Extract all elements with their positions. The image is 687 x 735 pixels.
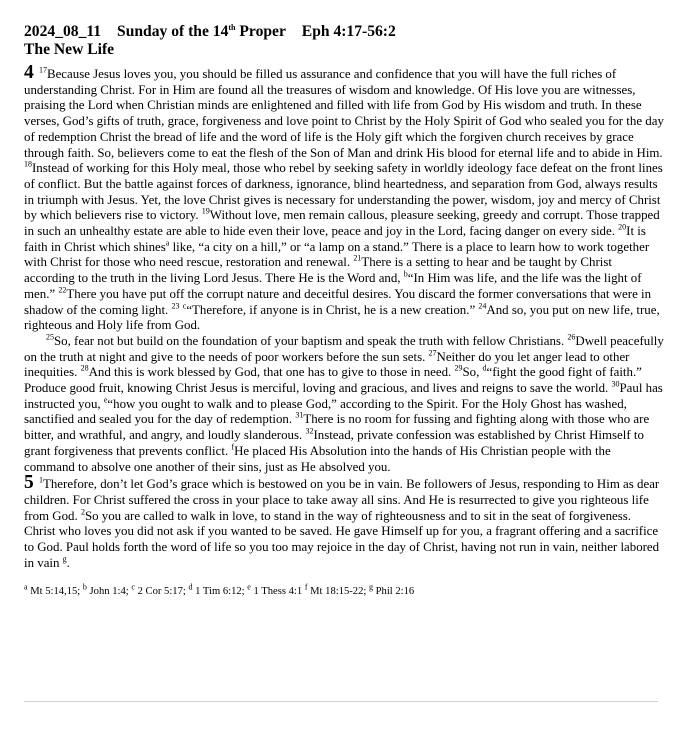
footnote-mark: d [188,581,193,591]
text-run: Because Jesus loves you, you should be filled us assurance and confidence that you will have the full riches of understanding Christ. For in Him are found all the treasures of wisdom and knowledge. Of His love you are witnesses, praising the Lord when Christian minds are enlightened and filled with life from God by His wisdom and truth. In these verses, God’s gifts of truth, grace, forgiveness and love point to Christ by the Holy Spirit of God who sealed you for the day of redemption Christ the bread of life and the word of life is the Holy gift which the forgiven church receives by grace through faith. So, believers come to eat the flesh of the Son of Man and drink His blood for eternal life and to abide in Him. [24,67,664,160]
document-page [24,23,664,597]
verse-number: 1 [38,475,43,485]
verse-number: 25 [46,332,54,342]
verse-number: 31 [295,411,304,421]
text-run: Neither do you let anger lead to other inequities. [24,349,630,380]
footnote-reference: 1 Thess 4:1 [250,585,303,597]
verse-number: 17 [38,65,47,75]
text-run: “how you ought to walk and to please God,” according to the Spirit. For the Holy Ghost has washed, sanctified and sealed you for the day of redemption. [24,396,627,427]
text-run: So, [462,365,483,380]
verse-number: 23 [171,301,180,311]
text-run: . [66,555,70,570]
scripture-reference: Eph 4:17-56:2 [301,23,396,40]
text-run: And this is work blessed by God, that one has to give to those in need. [88,365,455,380]
sermon-subtitle: The New Life [24,41,115,58]
footnote-mark: a [24,581,28,591]
text-run: Paul has instructed you, [24,381,663,411]
paragraph-text [24,477,659,570]
verse-number: 27 [428,348,437,358]
footnote-marker: a [165,238,170,248]
paragraph-text [24,334,664,474]
text-run: Instead of working for this Holy meal, those who rebel by seeking safety in worldly ideology face defeat on the front lines of conflict. But the battle against forces of darkness, ignorance, blind heartedness, and separation from God, always results in triumph with Jesus. Yet, the love Christ gives is necessary for understanding the power, wisdom, joy and mercy of Christ by which believers rise to victory. [24,161,663,223]
text-run: Dwell peacefully on the truth at night and give to the needs of poor workers before the sun sets. [24,333,664,364]
document-title [24,23,664,41]
text-run: So, fear not but build on the foundation of your baptism and speak the truth with fellow Christians. [54,333,568,348]
verse-number: 21 [353,254,362,264]
text-run: There is a setting to hear and be taught by Christ according to the truth in the living Lord Jesus. There He is the Word and, [24,255,612,286]
footnote-marker: b [403,269,408,279]
footer-divider [24,701,658,702]
verse-number: 24 [478,301,487,311]
footnote-mark: f [304,581,308,591]
paragraph-text [24,67,664,332]
chapter-number: 5 [24,472,34,494]
verse-number: 32 [305,426,314,436]
chapter-5-paragraph-1 [24,472,664,571]
text-run: like, “a city on a hill,” or “a lamp on a stand.” There is a place to learn how to work together with Christ for those who need rescue, restoration and renewal. [24,239,650,270]
verse-number: 29 [454,364,463,374]
verse-number: 22 [58,285,67,295]
verse-number: 26 [567,332,576,342]
footnote-reference: Phil 2:16 [373,585,415,597]
footnote-entry [247,581,303,597]
footnote-marker: d [482,364,487,374]
text-run: “Therefore, if anyone is in Christ, he is a new creation.” [186,302,479,317]
verse-number: 18 [24,159,32,169]
footnotes [24,581,664,597]
verse-number: 19 [201,207,210,217]
footnote-entry [188,581,245,597]
footnote-entry [369,581,415,597]
text-run: It is faith in Christ which shines [24,224,646,254]
text-run: So you are called to walk in love, to stand in the way of righteousness and to sit in the seat of forgiveness. Christ who loves you did not ask if you wanted to be saved. He gave Himself up for you, a fragrant offering and a sacrifice to God. Paul holds forth the word of life so you too may rejoice in the day of Christ, having not run in vain, neither labored in vain [24,508,660,570]
chapter-4-paragraph-1 [24,62,664,334]
verse-number: 28 [80,364,89,374]
footnote-reference: John 1:4; [86,585,129,597]
footnote-reference: Mt 5:14,15; [27,585,81,597]
text-run: He placed His Absolution into the hands of His Christian people with the command to absolve one another of their sins, just as He absolved you. [24,443,611,474]
text-run: Instead, private confession was established by Christ Himself to grant forgiveness that prevents conflict. [24,428,644,458]
footnote-marker: e [103,395,108,405]
chapter-4-paragraph-2 [24,334,664,475]
sermon-date: 2024_08_11 [24,23,102,40]
text-run: “In Him was life, and the life was the light of men.” [24,271,642,301]
liturgical-occasion: Sunday of the 14th Proper [117,22,286,40]
footnote-mark: e [247,581,251,591]
text-run: There is no room for fussing and fighting along with those who are bitter, and wrathful, and angry, and loudly slanderous. [24,412,650,443]
text-run: Without love, men remain callous, pleasure seeking, greedy and corrupt. Those trapped in such an unhealthy estate are able to hide even their love, peace and joy in the Lord, facing danger on every side. [24,208,660,239]
footnote-mark: b [82,581,87,591]
footnote-marker: c [182,301,187,311]
text-run: “fight the good fight of faith.” Produce good fruit, knowing Christ Jesus is merciful, loving and gracious, and lives and reigns to save the world. [24,365,642,396]
text-run: There you have put off the corrupt nature and deceitful desires. You discard the former conversations that were in shadow of the coming light. [24,286,652,317]
footnote-entry [131,581,186,597]
footnote-marker: g [62,554,67,564]
footnote-mark: c [131,581,135,591]
verse-number: 20 [618,222,627,232]
footnote-entry [304,581,367,597]
chapter-number: 4 [24,62,34,83]
footnote-mark: g [369,581,373,591]
verse-number: 2 [80,507,85,517]
footnote-reference: 2 Cor 5:17; [134,585,186,597]
footnote-reference: Mt 18:15-22; [307,585,367,597]
footnote-entry [24,581,81,597]
text-run: Therefore, don’t let God’s grace which is bestowed on you be in vain. Be followers of Jesus, responding to Him as dear children. For Christ suffered the cross in your place to take away all sins. And He is resurrected to give you righteous life from God. [24,477,660,523]
verse-number: 30 [611,379,620,389]
footnote-entry [82,581,129,597]
footnote-marker: f [231,442,235,452]
footnote-reference: 1 Tim 6:12; [192,585,245,597]
text-run: And so, you put on new life, true, righteous and Holy life from God. [24,302,660,333]
